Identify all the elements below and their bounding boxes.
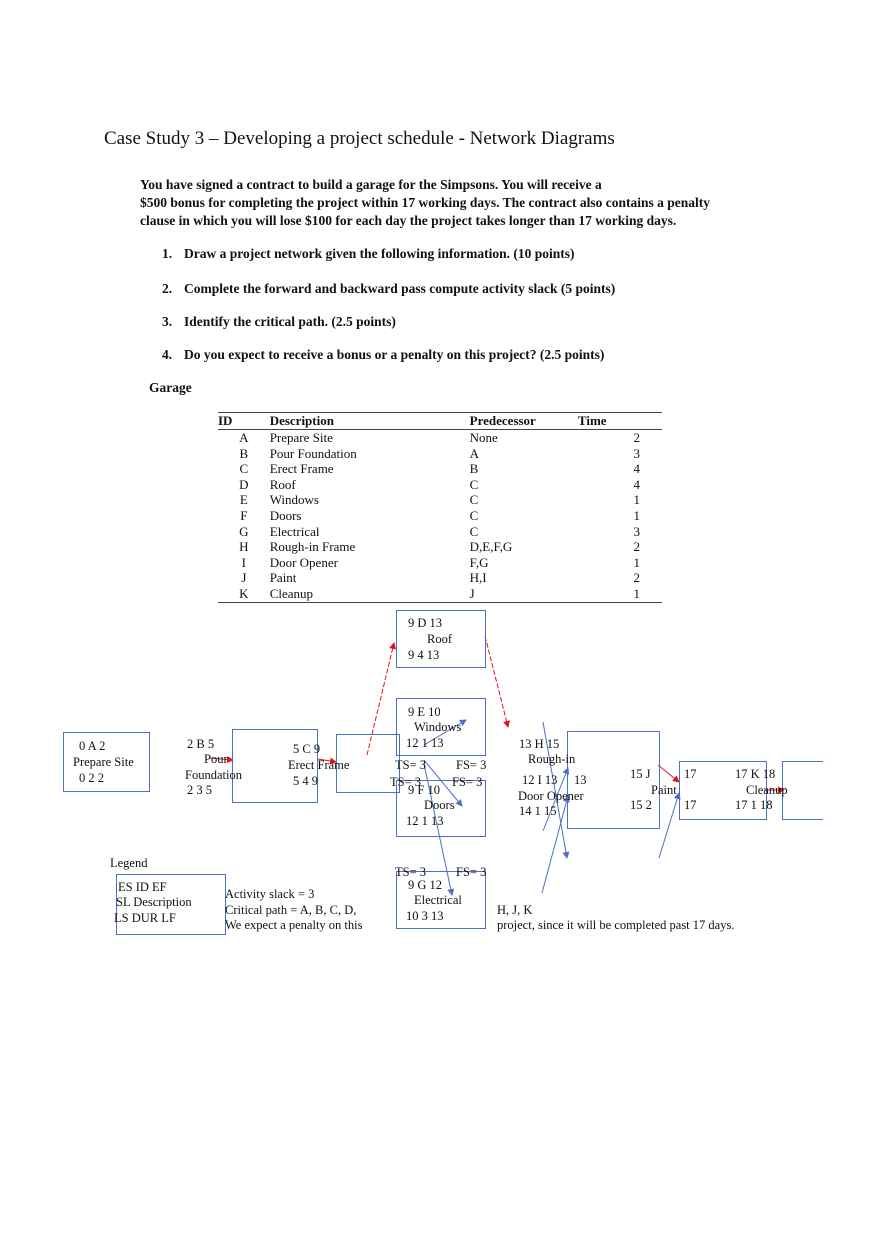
question-text: Identify the critical path. (2.5 points) — [184, 314, 396, 329]
answer-penalty: We expect a penalty on this — [225, 918, 363, 932]
node-j-ef: 17 — [684, 767, 697, 781]
cell-predecessor: D,E,F,G — [469, 539, 513, 555]
cell-time: 1 — [578, 586, 662, 602]
node-e-name: Windows — [414, 720, 462, 734]
header-description: Description — [270, 413, 470, 430]
cell-predecessor: B — [469, 461, 479, 477]
cell-id: A — [239, 430, 249, 445]
node-j-top: 15 J — [630, 767, 651, 781]
cell-description: Erect Frame — [269, 461, 334, 477]
arrow-i-j — [659, 793, 679, 858]
cell-id: C — [239, 461, 249, 477]
cell-predecessor: J — [470, 586, 578, 602]
slack-note-fs: FS= 3 — [452, 775, 483, 789]
cell-time: 2 — [633, 570, 640, 586]
answer-penalty-cont: project, since it will be completed past 17 days. — [497, 918, 735, 932]
cell-description: Rough-in Frame — [269, 539, 356, 555]
node-e-bottom: 12 1 13 — [406, 736, 444, 750]
cell-time: 1 — [633, 507, 640, 523]
question-text: Draw a project network given the following information. (10 points) — [184, 246, 575, 261]
cell-id: B — [239, 445, 249, 461]
cell-time: 1 — [633, 492, 640, 508]
cell-description: Electrical — [269, 523, 320, 539]
cell-id: F — [240, 507, 248, 523]
header-id: ID — [218, 413, 270, 430]
cell-id: E — [239, 492, 248, 508]
legend-label: Legend — [110, 856, 148, 870]
cell-description: Prepare Site — [269, 430, 333, 445]
node-c-bottom: 5 4 9 — [293, 774, 318, 788]
answer-critical-path: Critical path = A, B, C, D, — [225, 903, 357, 917]
cell-predecessor: None — [469, 430, 498, 445]
cell-time: 3 — [633, 523, 640, 539]
question-number: 2. — [162, 281, 173, 296]
cell-id: G — [239, 523, 249, 539]
cell-predecessor: H,I — [469, 570, 487, 586]
question-text: Complete the forward and backward pass compute activity slack (5 points) — [184, 281, 616, 296]
node-g-top: 9 G 12 — [408, 878, 443, 892]
cell-time: 4 — [633, 476, 640, 492]
cell-time: 3 — [633, 445, 640, 461]
cell-predecessor: C — [469, 523, 479, 539]
node-d-name: Roof — [427, 632, 452, 646]
node-k-name: Cleanup — [746, 783, 788, 797]
cell-predecessor: C — [469, 492, 479, 508]
cell-predecessor: C — [469, 476, 479, 492]
question-number: 3. — [162, 314, 173, 329]
node-f-name: Doors — [424, 798, 455, 812]
slack-note-fs: FS= 3 — [456, 865, 487, 879]
cell-description: Door Opener — [269, 554, 338, 570]
cell-time: 1 — [633, 554, 640, 570]
node-c-top: 5 C 9 — [293, 742, 321, 756]
node-b-bottom: 2 3 5 — [187, 783, 212, 797]
node-b-name: Pour — [204, 752, 228, 766]
node-h-top: 13 H 15 — [519, 737, 560, 751]
cell-id: D — [239, 476, 249, 492]
intro-line: clause in which you will lose $100 for each day the project takes longer than 17 working days. — [140, 213, 677, 228]
cell-id: K — [218, 586, 270, 602]
slack-note-ts: TS= 3 — [395, 865, 427, 879]
cell-description: Windows — [269, 492, 319, 508]
header-predecessor: Predecessor — [470, 413, 578, 430]
node-a-top: 0 A 2 — [79, 739, 106, 753]
question-number: 4. — [162, 347, 173, 362]
cell-id: H — [239, 539, 249, 555]
cell-predecessor: F,G — [469, 554, 489, 570]
node-j-lf: 17 — [684, 798, 697, 812]
legend-row-1: ES ID EF — [118, 880, 167, 894]
node-e-top: 9 E 10 — [408, 705, 441, 719]
node-a-name: Prepare Site — [73, 755, 134, 769]
cell-time: 2 — [633, 430, 640, 445]
arrow-d-h — [485, 636, 508, 727]
cell-description: Cleanup — [270, 586, 470, 602]
node-c-name: Erect Frame — [288, 758, 350, 772]
question-text: Do you expect to receive a bonus or a penalty on this project? (2.5 points) — [184, 347, 605, 362]
answer-slack: Activity slack = 3 — [225, 887, 315, 901]
answer-critical-path-cont: H, J, K — [497, 903, 533, 917]
node-j-bottom: 15 2 — [630, 798, 652, 812]
cell-description: Paint — [269, 570, 297, 586]
header-time: Time — [578, 413, 662, 430]
node-a-bottom: 0 2 2 — [79, 771, 104, 785]
node-k-top: 17 K 18 — [735, 767, 776, 781]
cell-predecessor: C — [469, 507, 479, 523]
question-number: 1. — [162, 246, 173, 261]
node-f-bottom: 12 1 13 — [406, 814, 444, 828]
node-d-bottom: 9 4 13 — [408, 648, 440, 662]
cell-id: J — [241, 570, 247, 586]
node-b-name-2: Foundation — [185, 768, 242, 782]
intro-line: $500 bonus for completing the project within 17 working days. The contract also contains a penalty — [140, 195, 711, 210]
node-i-top: 12 I 13 — [522, 773, 558, 787]
node-d-top: 9 D 13 — [408, 616, 443, 630]
cell-predecessor: A — [469, 445, 480, 461]
node-g-name: Electrical — [414, 893, 462, 907]
slack-note-ts: TS= 3 — [390, 775, 422, 789]
intro-line: You have signed a contract to build a garage for the Simpsons. You will receive a — [140, 177, 602, 192]
node-h-name: Rough-in — [528, 752, 576, 766]
node-i-name: Door Opener — [518, 789, 584, 803]
node-k-bottom: 17 1 18 — [735, 798, 773, 812]
node-k-box — [782, 761, 823, 820]
node-f-top: 9 F 10 — [408, 783, 440, 797]
cell-description: Roof — [269, 476, 296, 492]
arrow-h-j — [658, 765, 679, 782]
node-i-bottom: 14 1 15 — [519, 804, 557, 818]
cell-id: I — [241, 554, 247, 570]
legend-row-2: SL Description — [116, 895, 192, 909]
section-label: Garage — [149, 380, 192, 395]
cell-time: 2 — [633, 539, 640, 555]
cell-time: 4 — [633, 461, 640, 477]
cell-description: Pour Foundation — [269, 445, 357, 461]
document-title: Case Study 3 – Developing a project schedule - Network Diagrams — [104, 128, 615, 149]
slack-note-fs: FS= 3 — [456, 758, 487, 772]
node-h-bottom: 13 — [574, 773, 587, 787]
cell-description: Doors — [269, 507, 302, 523]
node-b-top: 2 B 5 — [187, 737, 215, 751]
node-g-bottom: 10 3 13 — [406, 909, 444, 923]
node-j-name: Paint — [651, 783, 677, 797]
slack-note-ts: TS= 3 — [395, 758, 427, 772]
legend-row-3: LS DUR LF — [114, 911, 176, 925]
